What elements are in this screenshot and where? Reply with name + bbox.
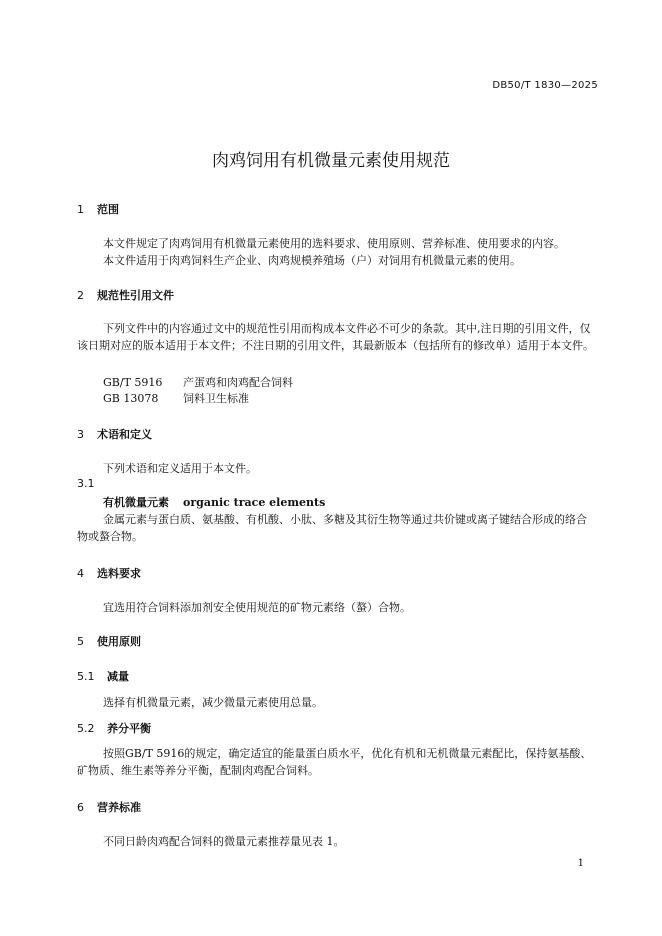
reference-name: 饲料卫生标准 xyxy=(183,392,249,405)
subsection-5-1-heading xyxy=(77,668,129,684)
paragraph: 下列文件中的内容通过文中的规范性引用而构成本文件必不可少的条款。其中,注日期的引用文件，仅该日期对应的版本适用于本文件；不注日期的引用文件，其最新版本（包括所有的修改单）适用于本文件。 xyxy=(77,322,594,352)
paragraph: 本文件规定了肉鸡饲用有机微量元素使用的选料要求、使用原则、营养标准、使用要求的内容。 xyxy=(103,237,565,250)
section-title: 选料要求 xyxy=(97,567,141,580)
reference-code: GB/T 5916 xyxy=(103,376,163,389)
term-entry xyxy=(103,494,325,510)
reference-name: 产蛋鸡和肉鸡配合饲料 xyxy=(183,376,293,389)
section-title: 使用原则 xyxy=(97,635,141,648)
subsection-title: 养分平衡 xyxy=(107,722,151,735)
section-title: 营养标准 xyxy=(97,801,141,814)
reference-item xyxy=(103,374,293,390)
section-number: 1 xyxy=(77,203,84,216)
section-number: 2 xyxy=(77,289,84,302)
paragraph: 本文件适用于肉鸡饲料生产企业、肉鸡规模养殖场（户）对饲用有机微量元素的使用。 xyxy=(103,254,521,267)
section-4-heading xyxy=(77,565,141,581)
section-2-heading xyxy=(77,287,174,303)
section-3-heading xyxy=(77,426,152,442)
document-number: DB50/T 1830—2025 xyxy=(492,80,598,91)
document-title: 肉鸡饲用有机微量元素使用规范 xyxy=(212,151,450,171)
term-definition: 金属元素与蛋白质、氨基酸、有机酸、小肽、多糖及其衍生物等通过共价键或离子键结合形成的络合物或螯合物。 xyxy=(77,513,587,543)
section-number: 3 xyxy=(77,428,84,441)
section-1-heading xyxy=(77,201,119,217)
section-title: 范围 xyxy=(97,203,119,216)
paragraph: 下列术语和定义适用于本文件。 xyxy=(103,462,257,475)
subsection-number: 5.2 xyxy=(77,722,95,735)
section-number: 4 xyxy=(77,567,84,580)
term-number: 3.1 xyxy=(77,477,95,490)
paragraph: 不同日龄肉鸡配合饲料的微量元素推荐量见表 1。 xyxy=(103,835,345,848)
subsection-number: 5.1 xyxy=(77,670,95,683)
section-number: 5 xyxy=(77,635,84,648)
section-number: 6 xyxy=(77,801,84,814)
reference-item xyxy=(103,390,249,406)
term-english: organic trace elements xyxy=(183,496,326,509)
section-title: 规范性引用文件 xyxy=(97,289,174,302)
term-chinese: 有机微量元素 xyxy=(103,496,169,509)
section-5-heading xyxy=(77,633,141,649)
paragraph: 选择有机微量元素，减少微量元素使用总量。 xyxy=(103,696,323,709)
reference-code: GB 13078 xyxy=(103,392,159,405)
paragraph: 按照GB/T 5916的规定，确定适宜的能量蛋白质水平，优化有机和无机微量元素配比，保持氨基酸、矿物质、维生素等养分平衡，配制肉鸡配合饲料。 xyxy=(77,747,592,777)
section-title: 术语和定义 xyxy=(97,428,152,441)
page-number: 1 xyxy=(577,858,584,869)
section-6-heading xyxy=(77,799,141,815)
paragraph: 宜选用符合饲料添加剂安全使用规范的矿物元素络（螯）合物。 xyxy=(103,601,411,614)
subsection-5-2-heading xyxy=(77,720,151,736)
subsection-title: 减量 xyxy=(107,670,129,683)
